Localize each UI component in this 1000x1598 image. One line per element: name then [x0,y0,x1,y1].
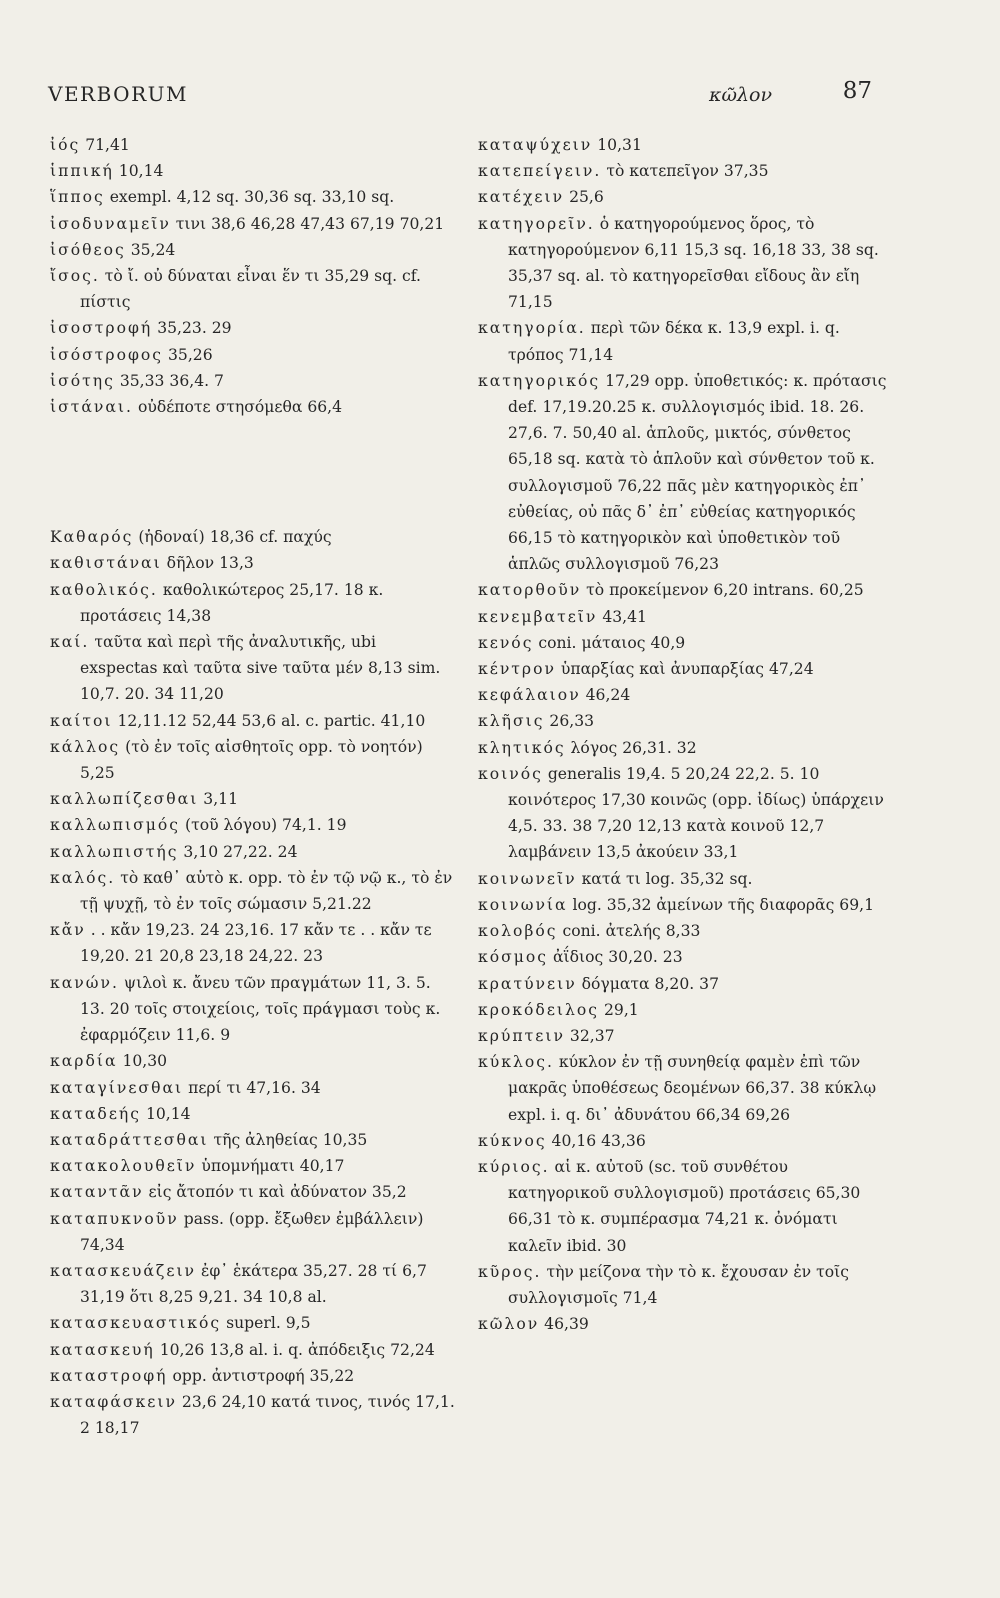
entry-headword: καλλωπίζεσθαι [50,790,199,809]
entry-references: τὸ καθ᾿ αὑτὸ κ. opp. τὸ ἐν τῷ νῷ κ., τὸ ἐν τῇ ψυχῇ, τὸ ἐν τοῖς σώμασιν 5,21.22 [80,868,453,914]
entry-headword: κύκνος [478,1131,547,1150]
entry-references: 17,29 opp. ὑποθετικός: κ. πρότασις def. 17,19.20.25 κ. συλλογισμός ibid. 18. 26. 27,6. 7. 50,40 al. ἁπλοῦς, μικτός, σύνθετος 65,18 sq. κατὰ τὸ ἁπλοῦν καὶ σύνθετον τοῦ κ. συλλογισμοῦ 76,22 πᾶς μὲν κατηγορικὸς ἐπ᾿ εὐθείας, οὐ πᾶς δ᾿ ἐπ᾿ εὐθείας κατηγορικός 66,15 τὸ κατηγορικὸν καὶ ὑποθετικὸν τοῦ ἁπλῶς συλλογισμοῦ 76,23 [508,371,887,574]
index-entry [478,997,888,1023]
entry-headword: ἰσόθεος [50,240,126,259]
index-entry [478,1154,888,1259]
entry-headword: κατηγορία. [478,319,586,338]
index-entry [478,1311,888,1337]
index-entry [50,1310,455,1336]
left-column [50,132,455,1441]
entry-references: (τὸ ἐν τοῖς αἰσθητοῖς opp. τὸ νοητόν) 5,25 [80,737,423,783]
entry-headword: κατασκευάζειν [50,1261,197,1280]
entry-references: ἐφ᾿ ἑκάτερα 35,27. 28 τί 6,7 31,19 ὅτι 8,25 9,21. 34 10,8 al. [80,1261,427,1307]
index-entry [50,132,455,158]
entry-references: 10,26 13,8 al. i. q. ἀπόδειξις 72,24 [154,1340,435,1359]
index-entry [50,237,455,263]
entry-references: τῆς ἀληθείας 10,35 [208,1130,368,1149]
entry-references: 35,26 [163,345,213,364]
entry-references: τινι 38,6 46,28 47,43 67,19 70,21 [170,214,445,233]
entry-references: (ἡδοναί) 18,36 cf. παχύς [133,528,332,547]
section-gap [50,420,455,524]
entry-headword: κατέχειν [478,188,565,207]
index-entry [50,734,455,786]
entry-headword: κενεμβατεῖν [478,607,598,626]
entry-references: log. 35,32 ἀμείνων τῆς διαφορᾶς 69,1 [567,895,875,914]
index-entry [478,918,888,944]
entry-references: 46,39 [539,1315,589,1334]
entry-references: 10,14 [113,162,164,181]
entry-references: exempl. 4,12 sq. 30,36 sq. 33,10 sq. [104,188,395,207]
index-entry [478,368,888,578]
entry-references: οὐδέποτε στησόμεθα 66,4 [133,398,343,417]
entry-headword: καρδία [50,1052,118,1071]
entry-references: δῆλον 13,3 [161,554,254,573]
entry-headword: κατασκευή [50,1340,155,1359]
index-entry [478,577,888,603]
entry-headword: καθολικός. [50,580,158,599]
index-entry [50,211,455,237]
index-entry [50,1206,455,1258]
index-entry [478,892,888,918]
entry-references: 29,1 [599,1000,639,1019]
entry-references: 10,31 [592,136,642,154]
entry-references: ἀΐδιος 30,20. 23 [548,948,683,967]
entry-headword: κόσμος [478,948,549,967]
entry-references: pass. (opp. ἔξωθεν ἐμβάλλειν) 74,34 [80,1209,424,1254]
entry-references: 35,33 36,4. 7 [114,371,224,390]
entry-headword: κρύπτειν [478,1026,565,1045]
entry-references: 40,16 43,36 [546,1131,646,1150]
entry-headword: κεφάλαιον [478,686,581,705]
entry-headword: ἰσόστροφος [50,345,164,364]
entry-headword: καλλωπισμός [50,816,181,835]
index-entry [50,315,455,341]
entry-references: ταῦτα καὶ περὶ τῆς ἀναλυτικῆς, ubi exspectas καὶ ταῦτα sive ταῦτα μέν 8,13 sim. 10,7. 20. 34 11,20 [80,633,441,704]
entry-references: τὸ προκείμενον 6,20 intrans. 60,25 [581,581,864,600]
index-entry [50,158,455,184]
entry-references: 10,30 [117,1052,168,1071]
entry-headword: καί. [50,633,90,652]
index-entry [50,1389,455,1441]
entry-headword: κατακολουθεῖν [50,1157,197,1176]
header-catchword: κῶλον [709,84,772,106]
entry-headword: καθιστάναι [50,554,162,573]
entry-references: 46,24 [580,686,631,705]
page-header [48,78,872,122]
entry-references: 3,11 [198,790,239,809]
entry-headword: καταφάσκειν [50,1392,177,1411]
index-entry [50,917,455,969]
entry-headword: κἄν [50,921,86,940]
entry-headword: κλῆσις [478,712,545,731]
entry-references: ὑπαρξίας καὶ ἀνυπαρξίας 47,24 [555,660,814,679]
index-entry [50,524,455,550]
entry-references: 10,14 [140,1104,191,1123]
right-column [478,132,888,1337]
entry-headword: ἰσότης [50,371,115,390]
entry-references: κατά τι log. 35,32 sq. [576,869,753,888]
entry-references: 43,41 [597,607,647,626]
left-column-section-k [50,524,455,1441]
entry-references: 12,11.12 52,44 53,6 al. c. partic. 41,10 [112,711,426,730]
index-entry [50,263,455,315]
index-entry [478,735,888,761]
index-entry [50,368,455,394]
entry-headword: Καθαρός [50,528,134,547]
entry-references: τὴν μείζονα τὴν τὸ κ. ἔχουσαν ἐν τοῖς συλλογισμοῖς 71,4 [508,1262,849,1307]
index-entry [50,550,455,576]
index-entry [478,944,888,970]
index-entry [50,1363,455,1389]
entry-references: ὑπομνήματι 40,17 [196,1157,345,1176]
index-entry [478,1259,888,1311]
index-entry [50,577,455,629]
index-entry [478,682,888,708]
entry-headword: καταντᾶν [50,1183,144,1202]
entry-references: 35,24 [125,240,176,259]
index-entry [50,629,455,708]
index-entry [50,970,455,1049]
index-entry [50,839,455,865]
index-entry [50,708,455,734]
index-entry [478,971,888,997]
running-head: VERBORUM [48,82,188,106]
index-entry [478,184,888,210]
entry-headword: καταψύχειν [478,136,593,154]
index-entry [478,132,888,158]
index-entry [478,1049,888,1128]
left-column-section-i [50,132,455,420]
entry-references: εἰς ἄτοπόν τι καὶ ἀδύνατον 35,2 [143,1183,407,1202]
index-entry [478,158,888,184]
entry-headword: κλητικός [478,738,566,757]
entry-headword: κῦρος. [478,1262,542,1281]
index-entry [50,812,455,838]
entry-headword: ἴσος. [50,267,100,286]
entry-references: 71,41 [80,136,130,154]
index-entry [50,184,455,210]
index-entry [50,1048,455,1074]
page-number: 87 [842,78,872,104]
entry-headword: κοινωνία [478,895,568,914]
entry-references: 23,6 24,10 κατά τινος, τινός 17,1. 2 18,17 [80,1392,455,1438]
entry-references: 3,10 27,22. 24 [178,842,298,861]
index-entry [50,394,455,420]
entry-headword: κύριος. [478,1157,550,1176]
entry-headword: κενός [478,633,534,652]
index-entry [50,342,455,368]
entry-references: generalis 19,4. 5 20,24 22,2. 5. 10 κοινότερος 17,30 κοινῶς (opp. ἰδίως) ὑπάρχειν 4,5. 33. 38 7,20 12,13 κατὰ κοινοῦ 12,7 λαμβάνειν 13,5 ἀκούειν 33,1 [508,764,884,862]
index-entry [478,708,888,734]
entry-references: περὶ τῶν δέκα κ. 13,9 expl. i. q. τρόπος 71,14 [508,319,840,364]
index-entry [478,211,888,316]
entry-references: ψιλοὶ κ. ἄνευ τῶν πραγμάτων 11, 3. 5. 13. 20 τοῖς στοιχείοις, τοῖς πράγμασι τοὺς κ. ἐφαρμόζειν 11,6. 9 [80,973,441,1045]
entry-headword: ἰσοδυναμεῖν [50,214,171,233]
entry-headword: καταδράττεσθαι [50,1130,209,1149]
entry-references: . . κἄν 19,23. 24 23,16. 17 κἄν τε . . κἄν τε 19,20. 21 20,8 23,18 24,22. 23 [80,921,432,966]
index-entry [478,604,888,630]
entry-headword: κατηγορεῖν. [478,214,595,233]
entry-headword: κατασκευαστικός [50,1314,222,1333]
entry-references: 35,23. 29 [152,319,232,338]
entry-references: τὸ ἴ. οὐ δύναται εἶναι ἕν τι 35,29 sq. cf. πίστις [80,267,421,312]
right-column-section-k [478,132,888,1337]
entry-headword: καλλωπιστής [50,842,179,861]
index-entry [50,1101,455,1127]
index-entry [50,1153,455,1179]
entry-headword: κροκόδειλος [478,1000,600,1019]
index-entry [478,761,888,866]
entry-headword: ἰσοστροφή [50,319,153,338]
index-entry [50,1127,455,1153]
entry-references: opp. ἀντιστροφή 35,22 [167,1366,355,1385]
entry-headword: κατηγορικός [478,371,601,390]
entry-headword: κανών. [50,973,119,992]
entry-references: 25,6 [564,188,604,207]
index-entry [478,1023,888,1049]
entry-headword: κοινός [478,764,543,783]
entry-references: coni. μάταιος 40,9 [533,633,686,652]
entry-headword: κύκλος. [478,1053,554,1072]
entry-references: 26,33 [544,712,595,731]
entry-headword: κολοβός [478,922,558,941]
index-entry [478,866,888,892]
entry-references: περί τι 47,16. 34 [183,1078,321,1097]
index-entry [478,1128,888,1154]
entry-references: δόγματα 8,20. 37 [576,974,720,993]
entry-headword: κατορθοῦν [478,581,582,600]
entry-references: 32,37 [564,1026,615,1045]
entry-references: κύκλον ἐν τῇ συνηθείᾳ φαμὲν ἐπὶ τῶν μακρᾶς ὑποθέσεως δεομένων 66,37. 38 κύκλῳ expl. i. q. δι᾿ ἀδυνάτου 66,34 69,26 [508,1053,877,1124]
entry-headword: ἰός [50,136,81,154]
entry-headword: καταπυκνοῦν [50,1209,179,1228]
entry-headword: καταγίνεσθαι [50,1078,184,1097]
entry-headword: κάλλος [50,737,121,756]
entry-headword: ἱστάναι. [50,398,133,417]
entry-references: (τοῦ λόγου) 74,1. 19 [180,816,347,835]
entry-references: λόγος 26,31. 32 [565,738,697,757]
entry-headword: κοινωνεῖν [478,869,577,888]
entry-references: superl. 9,5 [221,1314,311,1333]
index-entry [478,315,888,367]
index-entry [50,1258,455,1310]
index-entry [478,656,888,682]
entry-headword: κέντρον [478,660,556,679]
index-entry [50,865,455,917]
entry-references: καθολικώτερος 25,17. 18 κ. προτάσεις 14,38 [80,580,384,625]
index-entry [50,786,455,812]
index-entry [478,630,888,656]
entry-headword: κατεπείγειν. [478,162,602,181]
index-entry [50,1075,455,1101]
entry-headword: κῶλον [478,1315,540,1334]
entry-references: αἱ κ. αὐτοῦ (sc. τοῦ συνθέτου κατηγορικοῦ συλλογισμοῦ) προτάσεις 65,30 66,31 τὸ κ. συμπέρασμα 74,21 κ. ὀνόματι καλεῖν ibid. 30 [508,1157,861,1255]
index-entry [50,1337,455,1363]
index-entry [50,1179,455,1205]
entry-headword: καλός. [50,868,116,887]
entry-headword: ἱππική [50,162,114,181]
entry-headword: κρατύνειν [478,974,577,993]
entry-headword: καίτοι [50,711,113,730]
entry-references: ὁ κατηγορούμενος ὅρος, τὸ κατηγορούμενον 6,11 15,3 sq. 16,18 33, 38 sq. 35,37 sq. al. τὸ κατηγορεῖσθαι εἴδους ἂν εἴη 71,15 [508,214,879,312]
entry-headword: καταστροφή [50,1366,168,1385]
entry-headword: ἵππος [50,188,105,207]
entry-references: coni. ἀτελής 8,33 [557,922,701,941]
entry-headword: καταδεής [50,1104,141,1123]
entry-references: τὸ κατεπεῖγον 37,35 [601,162,769,181]
